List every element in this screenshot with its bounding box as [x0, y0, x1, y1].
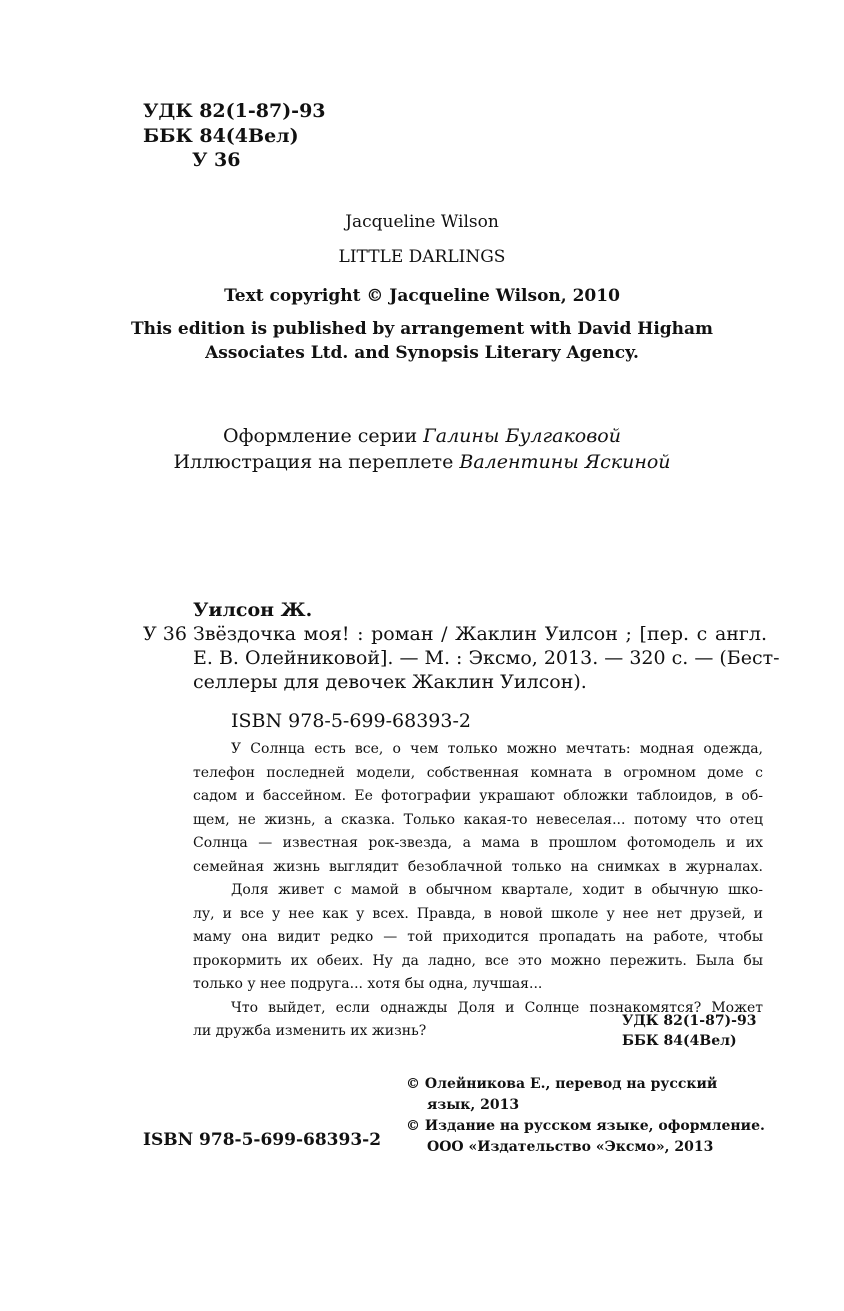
catalog-description: [193, 622, 780, 694]
annotation-line: маму она видит редко — той приходится пропадать на работе, чтобы: [193, 929, 763, 945]
series-design-label: Оформление серии: [223, 425, 424, 447]
annotation-line: прокормить их обеих. Ну да ладно, все это можно пережить. Была бы: [193, 952, 763, 969]
author-mark-top: У 36: [192, 149, 241, 171]
copyright-edition-line-1: © Издание на русском языке, оформление.: [406, 1118, 765, 1134]
annotation-line: Что выйдет, если однажды Доля и Солнце познакомятся? Может: [231, 999, 763, 1016]
copyright-translation-line-1: © Олейникова Е., перевод на русский: [406, 1076, 718, 1092]
copyright-line: Text copyright © Jacqueline Wilson, 2010: [224, 286, 620, 306]
udk-code-top: УДК 82(1-87)-93: [143, 100, 326, 122]
series-designer-name: Галины Булгаковой: [423, 425, 621, 447]
annotation-line: садом и бассейном. Ее фотографии украшают обложки таблоидов, в об-: [193, 788, 763, 804]
series-design-credit: [0, 424, 844, 448]
catalog-line: Звёздочка моя! : роман / Жаклин Уилсон ; [пер. с англ.: [193, 623, 767, 645]
copyright-edition-line-2: ООО «Издательство «Эксмо», 2013: [427, 1139, 714, 1155]
annotation-line: только у нее подруга... хотя бы одна, лучшая...: [193, 976, 543, 992]
edition-line-1: This edition is published by arrangement with David Higham: [130, 319, 714, 339]
annotation-line: ли дружба изменить их жизнь?: [193, 1023, 427, 1039]
annotation-line: семейная жизнь выглядит безоблачной только на снимках в журналах.: [193, 858, 763, 875]
author-en: Jacqueline Wilson: [345, 212, 499, 232]
annotation-line: Солнца — известная рок-звезда, а мама в прошлом фотомодель и их: [193, 835, 763, 851]
annotation: [193, 738, 763, 1044]
annotation-line: Доля живет с мамой в обычном квартале, ходит в обычную шко-: [231, 882, 763, 898]
catalog-isbn: ISBN 978-5-699-68393-2: [231, 710, 471, 732]
catalog-heading: Уилсон Ж.: [193, 599, 313, 621]
isbn-footer: ISBN 978-5-699-68393-2: [143, 1130, 382, 1150]
catalog-mark: У 36: [143, 623, 187, 645]
annotation-line: щем, не жизнь, а сказка. Только какая-то невеселая... потому что отец: [193, 811, 763, 828]
bbk-code-bottom: ББК 84(4Вел): [622, 1033, 737, 1049]
title-en: LITTLE DARLINGS: [338, 247, 506, 267]
copyright-translation-line-2: язык, 2013: [427, 1097, 520, 1113]
catalog-line: селлеры для девочек Жаклин Уилсон).: [193, 671, 587, 693]
bbk-code-top: ББК 84(4Вел): [143, 125, 299, 147]
illustration-label: Иллюстрация на переплете: [173, 451, 460, 473]
edition-line-2: Associates Ltd. and Synopsis Literary Agency.: [205, 343, 639, 363]
udk-code-bottom: УДК 82(1-87)-93: [622, 1013, 757, 1029]
illustrator-name: Валентины Яскиной: [459, 451, 671, 473]
annotation-line: У Солнца есть все, о чем только можно мечтать: модная одежда,: [231, 741, 763, 757]
annotation-line: телефон последней модели, собственная комната в огромном доме с: [193, 764, 763, 781]
illustration-credit: [0, 450, 844, 474]
catalog-line: Е. В. Олейниковой]. — М. : Эксмо, 2013. — 320 с. — (Бест-: [193, 647, 780, 669]
annotation-line: лу, и все у нее как у всех. Правда, в новой школе у нее нет друзей, и: [193, 905, 763, 922]
